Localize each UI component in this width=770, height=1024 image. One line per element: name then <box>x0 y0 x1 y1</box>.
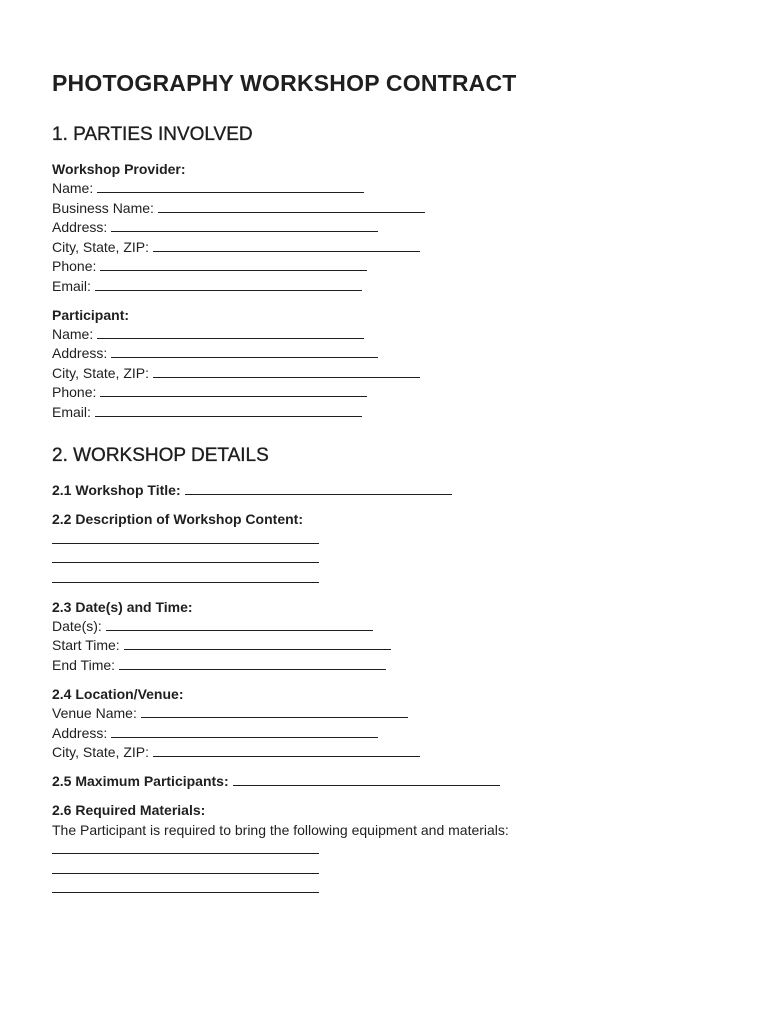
participant-city-state-zip-blank[interactable] <box>153 364 420 378</box>
venue-name-blank[interactable] <box>141 704 408 718</box>
workshop-title-field <box>52 481 452 500</box>
provider-business-name-field <box>52 199 425 218</box>
participant-email-field <box>52 403 362 422</box>
provider-phone-label: Phone: <box>52 258 97 274</box>
workshop-title-blank[interactable] <box>185 481 452 495</box>
max-participants-field <box>52 772 500 791</box>
workshop-title-label: 2.1 Workshop Title: <box>52 482 181 498</box>
materials-blank-3[interactable] <box>52 879 319 893</box>
dates-blank[interactable] <box>106 617 373 631</box>
provider-phone-field <box>52 257 367 276</box>
participant-city-state-zip-field <box>52 364 420 383</box>
description-line-3 <box>52 569 319 588</box>
provider-email-blank[interactable] <box>95 277 362 291</box>
document-title: PHOTOGRAPHY WORKSHOP CONTRACT <box>52 70 517 96</box>
provider-business-name-label: Business Name: <box>52 200 154 216</box>
venue-name-label: Venue Name: <box>52 705 137 721</box>
provider-email-label: Email: <box>52 278 91 294</box>
description-blank-3[interactable] <box>52 569 319 583</box>
max-participants-label: 2.5 Maximum Participants: <box>52 773 229 789</box>
materials-blank-2[interactable] <box>52 860 319 874</box>
provider-phone-blank[interactable] <box>100 257 367 271</box>
materials-blank-1[interactable] <box>52 840 319 854</box>
materials-line-1 <box>52 840 319 859</box>
dates-field <box>52 617 373 636</box>
provider-city-state-zip-field <box>52 238 420 257</box>
materials-line-2 <box>52 860 319 879</box>
section-1-heading: 1. PARTIES INVOLVED <box>52 124 253 145</box>
start-time-blank[interactable] <box>124 636 391 650</box>
description-blank-2[interactable] <box>52 549 319 563</box>
end-time-field <box>52 656 386 675</box>
venue-city-state-zip-blank[interactable] <box>153 743 420 757</box>
participant-phone-blank[interactable] <box>100 383 367 397</box>
provider-city-state-zip-blank[interactable] <box>153 238 420 252</box>
provider-city-state-zip-label: City, State, ZIP: <box>52 239 149 255</box>
start-time-label: Start Time: <box>52 637 120 653</box>
provider-address-blank[interactable] <box>111 218 378 232</box>
participant-city-state-zip-label: City, State, ZIP: <box>52 365 149 381</box>
description-label: 2.2 Description of Workshop Content: <box>52 511 303 527</box>
end-time-blank[interactable] <box>119 656 386 670</box>
section-2-heading: 2. WORKSHOP DETAILS <box>52 445 269 466</box>
provider-address-label: Address: <box>52 219 108 235</box>
dates-label: Date(s): <box>52 618 102 634</box>
participant-phone-label: Phone: <box>52 384 97 400</box>
participant-name-field <box>52 325 364 344</box>
end-time-label: End Time: <box>52 657 116 673</box>
provider-name-blank[interactable] <box>97 179 364 193</box>
participant-name-label: Name: <box>52 326 94 342</box>
participant-email-blank[interactable] <box>95 403 362 417</box>
participant-address-blank[interactable] <box>111 344 378 358</box>
start-time-field <box>52 636 391 655</box>
venue-city-state-zip-field <box>52 743 420 762</box>
materials-text: The Participant is required to bring the following equipment and materials: <box>52 822 509 838</box>
provider-label: Workshop Provider: <box>52 161 186 177</box>
participant-phone-field <box>52 383 367 402</box>
dates-times-label: 2.3 Date(s) and Time: <box>52 599 193 615</box>
venue-address-blank[interactable] <box>111 724 378 738</box>
description-line-2 <box>52 549 319 568</box>
materials-label: 2.6 Required Materials: <box>52 802 206 818</box>
venue-address-label: Address: <box>52 725 108 741</box>
participant-address-label: Address: <box>52 345 108 361</box>
venue-city-state-zip-label: City, State, ZIP: <box>52 744 149 760</box>
participant-name-blank[interactable] <box>97 325 364 339</box>
participant-address-field <box>52 344 378 363</box>
provider-business-name-blank[interactable] <box>158 199 425 213</box>
participant-label: Participant: <box>52 307 130 323</box>
location-label: 2.4 Location/Venue: <box>52 686 184 702</box>
description-line-1 <box>52 530 319 549</box>
provider-address-field <box>52 218 378 237</box>
venue-name-field <box>52 704 408 723</box>
venue-address-field <box>52 724 378 743</box>
description-blank-1[interactable] <box>52 530 319 544</box>
provider-name-label: Name: <box>52 180 94 196</box>
provider-email-field <box>52 277 362 296</box>
provider-name-field <box>52 179 364 198</box>
max-participants-blank[interactable] <box>233 772 500 786</box>
participant-email-label: Email: <box>52 404 91 420</box>
materials-line-3 <box>52 879 319 898</box>
